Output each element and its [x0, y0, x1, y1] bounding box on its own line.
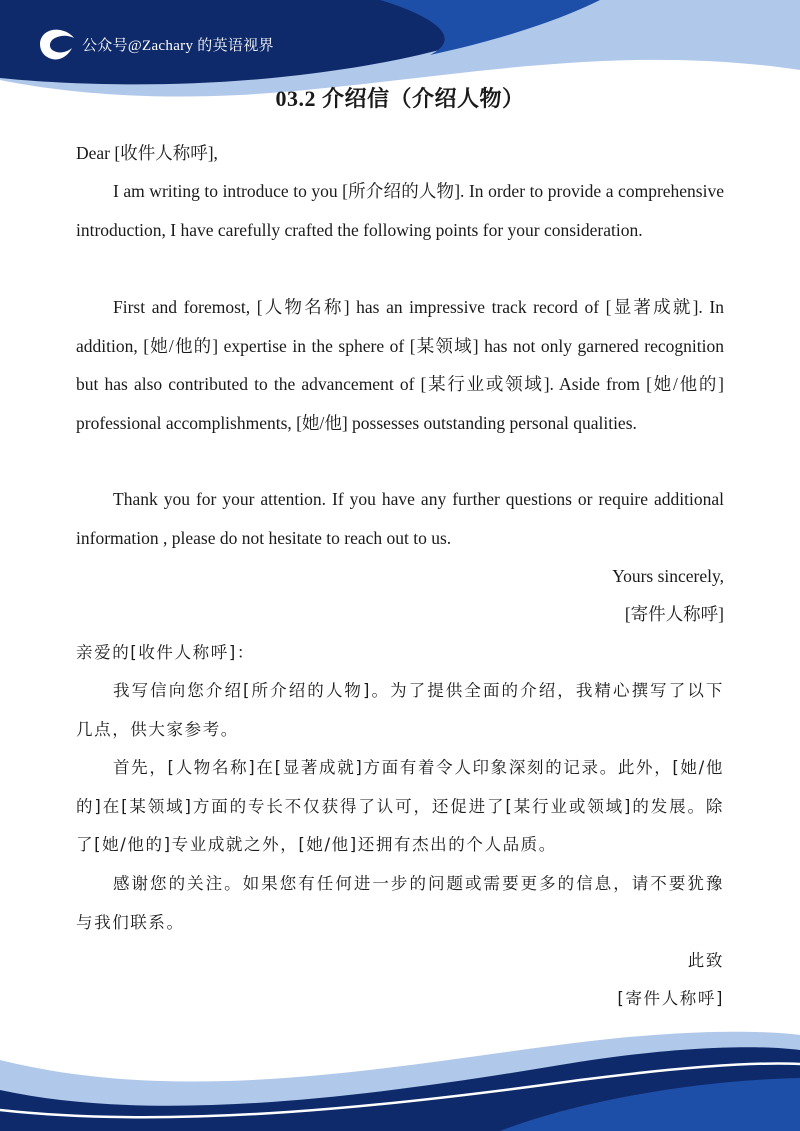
page-title: 03.2 介绍信（介绍人物） — [275, 86, 525, 111]
english-paragraph-2: First and foremost, [人物名称] has an impressive track record of [显著成就]. In addition, [她/他的] expertise in the sphere of [某领域] has not only garnered recognition but has also contributed to the advancement of [某行业或领域]. Aside from [她/他的] professional accomplishments, [她/他] possesses outstanding personal qualities. — [76, 297, 724, 433]
chinese-paragraph-3: 感谢您的关注。如果您有任何进一步的问题或需要更多的信息，请不要犹豫与我们联系。 — [76, 874, 724, 932]
chinese-signature: [寄件人称呼] — [617, 989, 724, 1008]
english-paragraph-1: I am writing to introduce to you [所介绍的人物]. In order to provide a comprehensive introduction, I have carefully crafted the following points for your consideration. — [76, 181, 724, 240]
chinese-paragraph-1: 我写信向您介绍[所介绍的人物]。为了提供全面的介绍，我精心撰写了以下几点，供大家参考。 — [76, 681, 724, 739]
english-salutation: Dear [收件人称呼], — [76, 143, 218, 163]
chinese-closing: 此致 — [687, 951, 724, 970]
english-signature: [寄件人称呼] — [624, 604, 724, 624]
chinese-paragraph-2: 首先，[人物名称]在[显著成就]方面有着令人印象深刻的记录。此外，[她/他的]在[某领域]方面的专长不仅获得了认可，还促进了[某行业或领域]的发展。除了[她/他的]专业成就之外，[她/他]还拥有杰出的个人品质。 — [76, 758, 724, 854]
english-closing: Yours sincerely, — [612, 566, 724, 586]
chinese-salutation: 亲爱的[收件人称呼]： — [76, 643, 255, 662]
header-account-text: 公众号@Zachary 的英语视界 — [82, 38, 274, 54]
swoosh-logo-icon — [36, 24, 76, 64]
english-paragraph-3: Thank you for your attention. If you have any further questions or require additional information , please do not hesitate to reach out to us. — [76, 489, 724, 548]
